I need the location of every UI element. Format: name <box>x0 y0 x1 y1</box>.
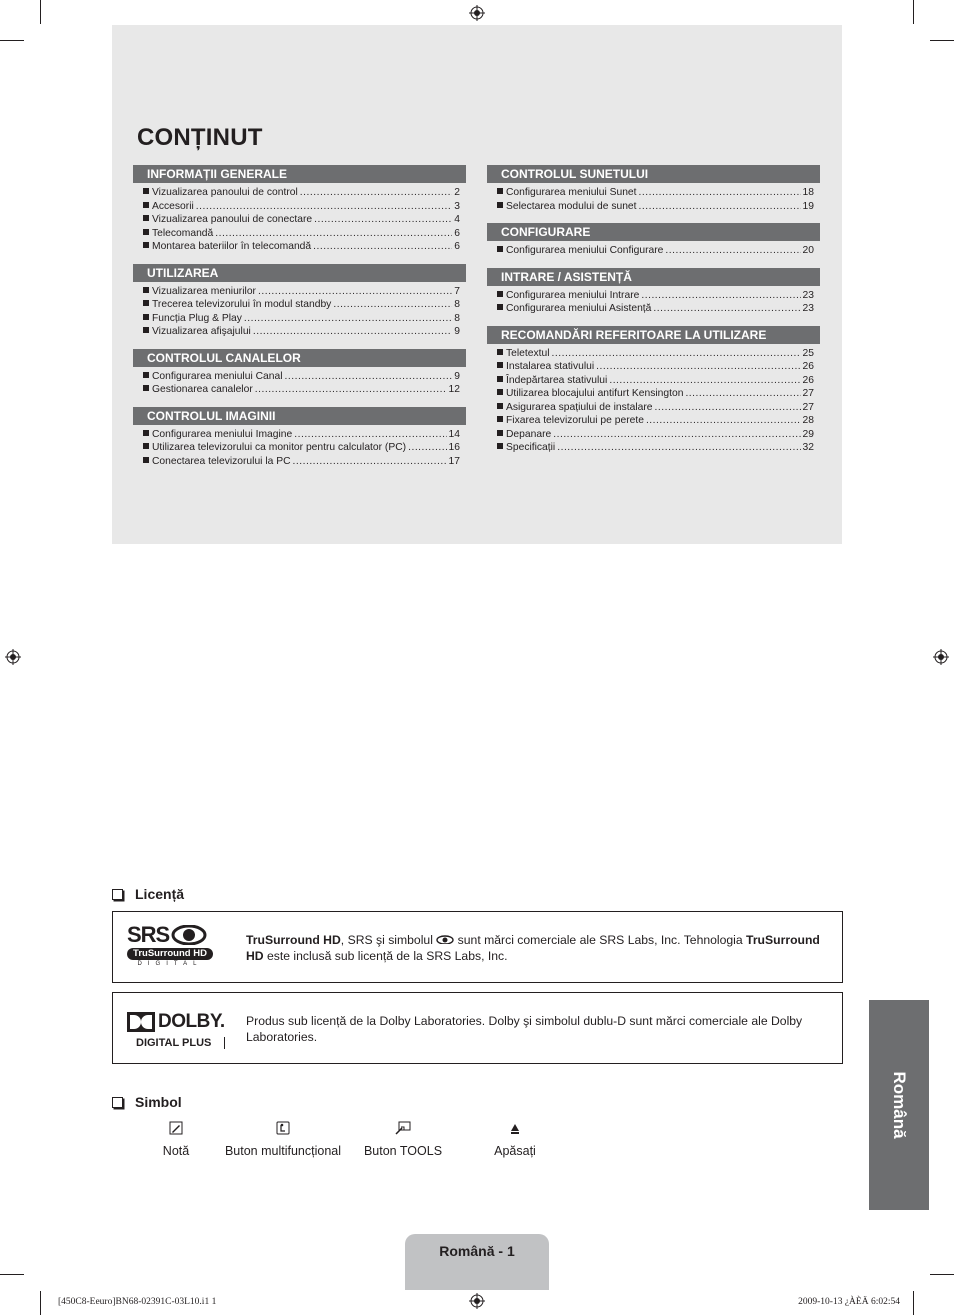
toc-entry[interactable] <box>133 213 466 227</box>
registration-mark-icon <box>5 649 21 665</box>
dot-leader <box>596 360 800 374</box>
toc-entry[interactable] <box>487 401 820 415</box>
toc-entry-title: Vizualizarea panoului de conectare <box>152 214 313 225</box>
square-bullet-icon <box>497 416 503 422</box>
toc-section-heading: CONFIGURARE <box>487 223 820 241</box>
square-bullet-icon <box>497 246 503 252</box>
dot-leader <box>333 298 452 312</box>
toc-entry-title: Accesorii <box>152 200 194 212</box>
toc-entry-page: 17 <box>448 455 460 467</box>
crop-mark <box>913 1291 914 1315</box>
dot-leader <box>255 383 447 397</box>
toc-entry-page: 29 <box>802 428 814 440</box>
square-bullet-icon <box>497 430 503 436</box>
toc-entry-title: Vizualizarea panoului de control <box>152 187 298 198</box>
toc-entry[interactable] <box>133 312 466 326</box>
dot-leader <box>685 387 800 401</box>
toc-entry-page: 12 <box>448 384 460 395</box>
srs-text: sunt mărci comerciale ale SRS Labs, Inc. Tehnologia <box>454 933 747 947</box>
toc-entry-title: Fixarea televizorului pe perete <box>506 415 644 426</box>
toc-entry-page: 26 <box>802 374 814 386</box>
square-bullet-icon <box>497 389 503 395</box>
toc-entry[interactable] <box>133 240 466 254</box>
symbol-note-label: Notă <box>162 1144 190 1158</box>
toc-entry-page: 6 <box>454 241 460 252</box>
square-bullet-icon <box>497 349 503 355</box>
toc-entry-title: Configurarea meniului Configurare <box>506 245 664 256</box>
dot-leader <box>244 312 452 326</box>
dot-leader <box>655 401 801 415</box>
square-bullet-icon <box>497 291 503 297</box>
toc-entry-page: 23 <box>802 303 814 314</box>
dot-leader <box>609 374 800 388</box>
dot-leader <box>215 227 452 241</box>
toc-entry-title: Asigurarea spațiului de instalare <box>506 401 653 413</box>
toc-entry-page: 32 <box>802 442 814 453</box>
toc-entry-title: Utilizarea televizorului ca monitor pentru calculator (PC) <box>152 442 407 453</box>
dot-leader <box>639 200 801 214</box>
toc-entry-page: 8 <box>454 299 460 310</box>
square-bullet-icon <box>143 188 149 194</box>
square-bullet-icon <box>143 372 149 378</box>
toc-entry[interactable] <box>133 428 466 442</box>
dot-leader <box>665 244 800 258</box>
toc-entry-title: Configurarea meniului Canal <box>152 370 283 382</box>
symbol-note <box>146 1118 206 1158</box>
toc-entry[interactable] <box>487 428 820 442</box>
note-icon <box>169 1121 183 1135</box>
toc-entry-page: 18 <box>802 187 814 198</box>
dot-leader <box>294 428 446 442</box>
srs-logo <box>127 924 227 967</box>
toc-entry-page: 27 <box>802 401 814 413</box>
crop-mark <box>40 1291 41 1315</box>
page-number-tab <box>405 1234 549 1290</box>
srs-digital-label: DIGITAL <box>137 961 203 967</box>
toc-entry[interactable] <box>133 370 466 384</box>
license-heading-label: Licență <box>135 886 185 902</box>
toc-entry-page: 23 <box>802 289 814 301</box>
toc-entry-title: Configurarea meniului Intrare <box>506 289 640 301</box>
toc-entry-title: Specificații <box>506 442 556 453</box>
toc-entry[interactable] <box>133 285 466 299</box>
symbol-tools <box>358 1118 448 1158</box>
toc-entry-page: 3 <box>454 200 460 212</box>
toc-section-heading: UTILIZAREA <box>133 264 466 282</box>
crop-mark <box>0 1274 24 1275</box>
square-bullet-icon <box>497 376 503 382</box>
square-bullet-icon <box>143 385 149 391</box>
toc-section-heading: CONTROLUL SUNETULUI <box>487 165 820 183</box>
square-bullet-icon <box>143 242 149 248</box>
toc-section-heading: CONTROLUL CANALELOR <box>133 349 466 367</box>
toc-entry[interactable] <box>487 186 820 200</box>
toc-entry-title: Configurarea meniului Sunet <box>506 187 637 198</box>
toc-entry-page: 9 <box>454 326 460 337</box>
dot-leader <box>196 200 452 214</box>
toc-section <box>487 223 820 258</box>
toc-entry[interactable] <box>133 441 466 455</box>
language-side-tab-label: Română <box>890 1071 909 1139</box>
srs-bold-text: TruSurround HD <box>246 933 341 947</box>
dot-leader <box>314 213 452 227</box>
square-bullet-icon <box>143 215 149 221</box>
square-bullet-icon <box>143 300 149 306</box>
license-heading <box>112 886 184 902</box>
one-touch-button-icon <box>276 1121 290 1135</box>
toc-entry[interactable] <box>133 200 466 214</box>
toc-entry[interactable] <box>133 186 466 200</box>
square-bullet-icon <box>143 229 149 235</box>
dot-leader <box>639 186 801 200</box>
toc-entry[interactable] <box>487 387 820 401</box>
toc-entry-page: 4 <box>454 214 460 225</box>
toc-entry[interactable] <box>487 289 820 303</box>
toc-left-column <box>133 165 466 478</box>
dot-leader <box>258 285 452 299</box>
dot-leader <box>646 414 801 428</box>
toc-entry[interactable] <box>487 360 820 374</box>
dolby-license-box <box>112 992 843 1064</box>
toc-entry-page: 8 <box>454 312 460 324</box>
toc-entry-page: 9 <box>454 370 460 382</box>
toc-section-heading: INFORMAȚII GENERALE <box>133 165 466 183</box>
toc-entry-title: Depanare <box>506 428 552 440</box>
toc-title: CONȚINUT <box>137 124 263 151</box>
dot-leader <box>300 186 452 200</box>
toc-entry-title: Montarea bateriilor în telecomandă <box>152 241 312 252</box>
symbol-press-label: Apăsați <box>494 1144 536 1158</box>
srs-circle-logo-icon <box>171 925 207 945</box>
dot-leader <box>557 441 800 455</box>
toc-entry[interactable] <box>133 298 466 312</box>
crop-mark <box>913 0 914 24</box>
square-bullet-icon <box>497 443 503 449</box>
toc-entry-page: 19 <box>802 200 814 212</box>
dot-leader <box>553 428 800 442</box>
dolby-digital-plus-label: DIGITAL PLUS <box>127 1037 225 1049</box>
toc-entry-title: Telecomandă <box>152 227 214 239</box>
dot-leader <box>313 240 452 254</box>
toc-entry-page: 2 <box>454 187 460 198</box>
toc-entry-page: 7 <box>454 285 460 297</box>
toc-section-heading: CONTROLUL IMAGINII <box>133 407 466 425</box>
toc-entry-title: Îndepărtarea stativului <box>506 374 608 386</box>
square-bullet-icon <box>497 403 503 409</box>
toc-entry-title: Teletextul <box>506 347 550 359</box>
dot-leader <box>293 455 447 469</box>
toc-entry-title: Configurarea meniului Asistență <box>506 303 652 314</box>
dolby-logo-text: DOLBY. <box>158 1011 225 1032</box>
toc-entry-title: Vizualizarea afişajului <box>152 326 251 337</box>
toc-section <box>487 326 820 455</box>
square-bullet-icon <box>143 202 149 208</box>
checkbox-bullet-icon <box>112 889 123 900</box>
toc-entry[interactable] <box>487 302 820 316</box>
srs-text: este inclusă sub licență de la SRS Labs, Inc. <box>263 949 508 963</box>
square-bullet-icon <box>143 287 149 293</box>
toc-entry-title: Utilizarea blocajului antifurt Kensington <box>506 388 684 399</box>
toc-entry-title: Instalarea stativului <box>506 361 595 372</box>
symbol-tools-label: Buton TOOLS <box>363 1144 443 1158</box>
toc-section <box>133 407 466 469</box>
toc-entry[interactable] <box>487 244 820 258</box>
page-number: Română - 1 <box>439 1243 515 1259</box>
toc-entry[interactable] <box>487 414 820 428</box>
square-bullet-icon <box>143 457 149 463</box>
srs-logo-text: SRS <box>127 922 170 947</box>
square-bullet-icon <box>497 304 503 310</box>
toc-entry-title: Gestionarea canalelor <box>152 384 253 395</box>
footer-timestamp: 2009-10-13 ¿ÀÈÄ 6:02:54 <box>798 1297 900 1307</box>
dolby-license-text: Produs sub licență de la Dolby Laboratories. Dolby şi simbolul dublu-D sunt mărci comerciale ale Dolby Laboratories. <box>246 1014 803 1044</box>
tools-button-icon <box>395 1121 411 1135</box>
toc-entry[interactable] <box>487 374 820 388</box>
toc-entry[interactable] <box>487 200 820 214</box>
toc-entry-title: Trecerea televizorului în modul standby <box>152 299 332 310</box>
srs-license-text <box>246 932 826 964</box>
toc-entry-page: 6 <box>454 227 460 239</box>
crop-mark <box>930 1274 954 1275</box>
toc-entry-page: 25 <box>802 347 814 359</box>
toc-entry-title: Conectarea televizorului la PC <box>152 455 291 467</box>
srs-license-box <box>112 911 843 983</box>
registration-mark-icon <box>469 1293 485 1309</box>
crop-mark <box>930 40 954 41</box>
toc-entry-title: Selectarea modului de sunet <box>506 200 637 212</box>
toc-entry[interactable] <box>133 455 466 469</box>
toc-entry-page: 14 <box>448 428 460 440</box>
dot-leader <box>552 347 801 361</box>
toc-section <box>487 268 820 316</box>
toc-section <box>487 165 820 213</box>
symbol-one-touch <box>220 1118 346 1158</box>
toc-entry-page: 16 <box>448 442 460 453</box>
registration-mark-icon <box>933 649 949 665</box>
symbol-press <box>478 1118 552 1158</box>
toc-entry[interactable] <box>133 383 466 397</box>
toc-entry-page: 20 <box>802 245 814 256</box>
crop-mark <box>0 40 24 41</box>
square-bullet-icon <box>143 314 149 320</box>
toc-section <box>133 264 466 339</box>
toc-entry[interactable] <box>487 347 820 361</box>
toc-right-column <box>487 165 820 465</box>
dolby-double-d-icon <box>127 1012 155 1032</box>
toc-section-heading: INTRARE / ASISTENȚĂ <box>487 268 820 286</box>
press-icon <box>510 1121 520 1135</box>
crop-mark <box>40 0 41 24</box>
srs-text: , SRS şi simbolul <box>340 933 437 947</box>
dot-leader <box>285 370 453 384</box>
dot-leader <box>653 302 800 316</box>
square-bullet-icon <box>497 362 503 368</box>
toc-entry-page: 27 <box>802 388 814 399</box>
toc-section <box>133 349 466 397</box>
square-bullet-icon <box>143 443 149 449</box>
toc-section-heading: RECOMANDĂRI REFERITOARE LA UTILIZARE <box>487 326 820 344</box>
square-bullet-icon <box>143 430 149 436</box>
symbols-heading-label: Simbol <box>135 1094 182 1110</box>
symbol-one-touch-label: Buton multifuncțional <box>224 1144 342 1158</box>
registration-mark-icon <box>469 5 485 21</box>
square-bullet-icon <box>497 188 503 194</box>
symbols-heading <box>112 1094 182 1110</box>
trusurround-badge: TruSurround HD <box>127 948 213 960</box>
square-bullet-icon <box>497 202 503 208</box>
srs-symbol-icon <box>436 935 454 944</box>
checkbox-bullet-icon <box>112 1097 123 1108</box>
dot-leader <box>408 441 446 455</box>
dot-leader <box>253 325 452 339</box>
toc-entry[interactable] <box>133 325 466 339</box>
toc-entry[interactable] <box>487 441 820 455</box>
toc-entry-title: Funcția Plug & Play <box>152 312 242 324</box>
square-bullet-icon <box>143 327 149 333</box>
toc-entry-title: Configurarea meniului Imagine <box>152 428 293 440</box>
toc-entry-page: 26 <box>802 361 814 372</box>
dolby-logo <box>127 1011 237 1049</box>
toc-entry-title: Vizualizarea meniurilor <box>152 285 256 297</box>
dot-leader <box>641 289 800 303</box>
toc-entry-page: 28 <box>802 415 814 426</box>
language-side-tab <box>869 1000 929 1210</box>
toc-section <box>133 165 466 254</box>
footer-file-info: [450C8-Eeuro]BN68-02391C-03L10.i1 1 <box>58 1297 217 1307</box>
toc-entry[interactable] <box>133 227 466 241</box>
srs-bold-text: TruSurround HD <box>246 933 820 963</box>
